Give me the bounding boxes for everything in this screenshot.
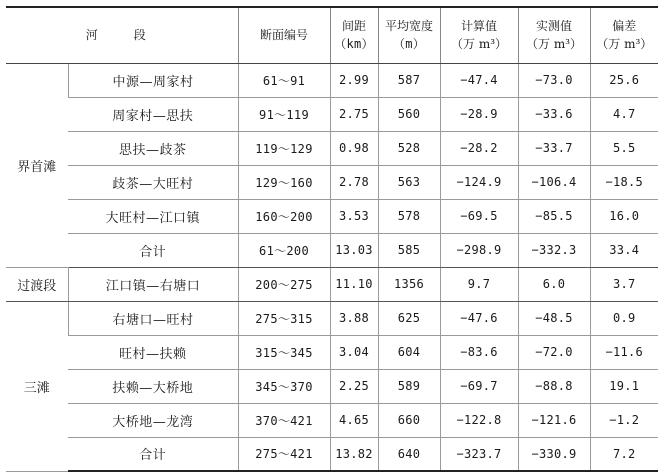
- section-id-cell: 119～129: [238, 131, 330, 165]
- header-section-id: 断面编号: [238, 7, 330, 63]
- segment-cell: 大旺村—江口镇: [68, 199, 238, 233]
- table-row: [6, 165, 658, 199]
- calc-cell: −124.9: [440, 165, 518, 199]
- segment-cell: 合计: [68, 233, 238, 267]
- section-id-cell: 275～315: [238, 301, 330, 335]
- table-row: [6, 63, 658, 97]
- measured-cell: −85.5: [518, 199, 590, 233]
- calc-cell: −28.2: [440, 131, 518, 165]
- width-cell: 1356: [378, 267, 440, 301]
- table-body: [6, 63, 658, 471]
- table-row: [6, 199, 658, 233]
- spacing-cell: 2.78: [330, 165, 378, 199]
- deviation-cell: 3.7: [590, 267, 658, 301]
- measured-cell: −88.8: [518, 369, 590, 403]
- section-id-cell: 370～421: [238, 403, 330, 437]
- header-river-segment: 河 段: [6, 7, 238, 63]
- header-row: [6, 7, 658, 63]
- deviation-cell: 25.6: [590, 63, 658, 97]
- segment-cell: 旺村—扶赖: [68, 335, 238, 369]
- data-table-container: [6, 6, 658, 472]
- table-row: [6, 403, 658, 437]
- deviation-cell: 5.5: [590, 131, 658, 165]
- spacing-cell: 3.04: [330, 335, 378, 369]
- calc-cell: −47.6: [440, 301, 518, 335]
- section-id-cell: 345～370: [238, 369, 330, 403]
- table-row: [6, 437, 658, 471]
- group-name-cell: 过渡段: [6, 267, 68, 301]
- segment-cell: 右塘口—旺村: [68, 301, 238, 335]
- table-row: [6, 233, 658, 267]
- segment-cell: 歧茶—大旺村: [68, 165, 238, 199]
- section-id-cell: 61～91: [238, 63, 330, 97]
- segment-cell: 江口镇—右塘口: [68, 267, 238, 301]
- spacing-cell: 4.65: [330, 403, 378, 437]
- table-header: [6, 7, 658, 63]
- spacing-cell: 0.98: [330, 131, 378, 165]
- deviation-cell: 19.1: [590, 369, 658, 403]
- measured-cell: −332.3: [518, 233, 590, 267]
- section-id-cell: 160～200: [238, 199, 330, 233]
- group-name-cell: 三滩: [6, 301, 68, 471]
- table-row: [6, 131, 658, 165]
- header-width: 平均宽度 （m）: [378, 7, 440, 63]
- river-segment-table: [6, 6, 658, 472]
- width-cell: 587: [378, 63, 440, 97]
- measured-cell: −106.4: [518, 165, 590, 199]
- width-cell: 589: [378, 369, 440, 403]
- table-row: [6, 369, 658, 403]
- calc-cell: −47.4: [440, 63, 518, 97]
- group-name-cell: 界首滩: [6, 63, 68, 267]
- table-row: [6, 267, 658, 301]
- width-cell: 528: [378, 131, 440, 165]
- deviation-cell: 33.4: [590, 233, 658, 267]
- spacing-cell: 13.82: [330, 437, 378, 471]
- calc-cell: −69.5: [440, 199, 518, 233]
- header-calc: 计算值 （万 m³）: [440, 7, 518, 63]
- table-row: [6, 301, 658, 335]
- measured-cell: −121.6: [518, 403, 590, 437]
- measured-cell: −72.0: [518, 335, 590, 369]
- spacing-cell: 2.75: [330, 97, 378, 131]
- calc-cell: 9.7: [440, 267, 518, 301]
- measured-cell: −48.5: [518, 301, 590, 335]
- segment-cell: 中源—周家村: [68, 63, 238, 97]
- table-row: [6, 97, 658, 131]
- spacing-cell: 3.53: [330, 199, 378, 233]
- section-id-cell: 61～200: [238, 233, 330, 267]
- calc-cell: −83.6: [440, 335, 518, 369]
- deviation-cell: −18.5: [590, 165, 658, 199]
- measured-cell: −330.9: [518, 437, 590, 471]
- segment-cell: 扶赖—大桥地: [68, 369, 238, 403]
- section-id-cell: 129～160: [238, 165, 330, 199]
- deviation-cell: 4.7: [590, 97, 658, 131]
- table-row: [6, 335, 658, 369]
- measured-cell: −33.6: [518, 97, 590, 131]
- width-cell: 563: [378, 165, 440, 199]
- deviation-cell: 7.2: [590, 437, 658, 471]
- segment-cell: 大桥地—龙湾: [68, 403, 238, 437]
- measured-cell: −73.0: [518, 63, 590, 97]
- segment-cell: 思扶—歧茶: [68, 131, 238, 165]
- calc-cell: −69.7: [440, 369, 518, 403]
- deviation-cell: −1.2: [590, 403, 658, 437]
- section-id-cell: 275～421: [238, 437, 330, 471]
- calc-cell: −122.8: [440, 403, 518, 437]
- measured-cell: −33.7: [518, 131, 590, 165]
- header-measured: 实测值 （万 m³）: [518, 7, 590, 63]
- spacing-cell: 3.88: [330, 301, 378, 335]
- section-id-cell: 91～119: [238, 97, 330, 131]
- width-cell: 578: [378, 199, 440, 233]
- width-cell: 604: [378, 335, 440, 369]
- deviation-cell: −11.6: [590, 335, 658, 369]
- calc-cell: −323.7: [440, 437, 518, 471]
- header-deviation: 偏差 （万 m³）: [590, 7, 658, 63]
- width-cell: 585: [378, 233, 440, 267]
- width-cell: 625: [378, 301, 440, 335]
- spacing-cell: 2.99: [330, 63, 378, 97]
- header-spacing: 间距 （km）: [330, 7, 378, 63]
- spacing-cell: 11.10: [330, 267, 378, 301]
- width-cell: 640: [378, 437, 440, 471]
- calc-cell: −298.9: [440, 233, 518, 267]
- section-id-cell: 315～345: [238, 335, 330, 369]
- width-cell: 560: [378, 97, 440, 131]
- calc-cell: −28.9: [440, 97, 518, 131]
- spacing-cell: 13.03: [330, 233, 378, 267]
- section-id-cell: 200～275: [238, 267, 330, 301]
- segment-cell: 周家村—思扶: [68, 97, 238, 131]
- segment-cell: 合计: [68, 437, 238, 471]
- width-cell: 660: [378, 403, 440, 437]
- spacing-cell: 2.25: [330, 369, 378, 403]
- measured-cell: 6.0: [518, 267, 590, 301]
- deviation-cell: 0.9: [590, 301, 658, 335]
- deviation-cell: 16.0: [590, 199, 658, 233]
